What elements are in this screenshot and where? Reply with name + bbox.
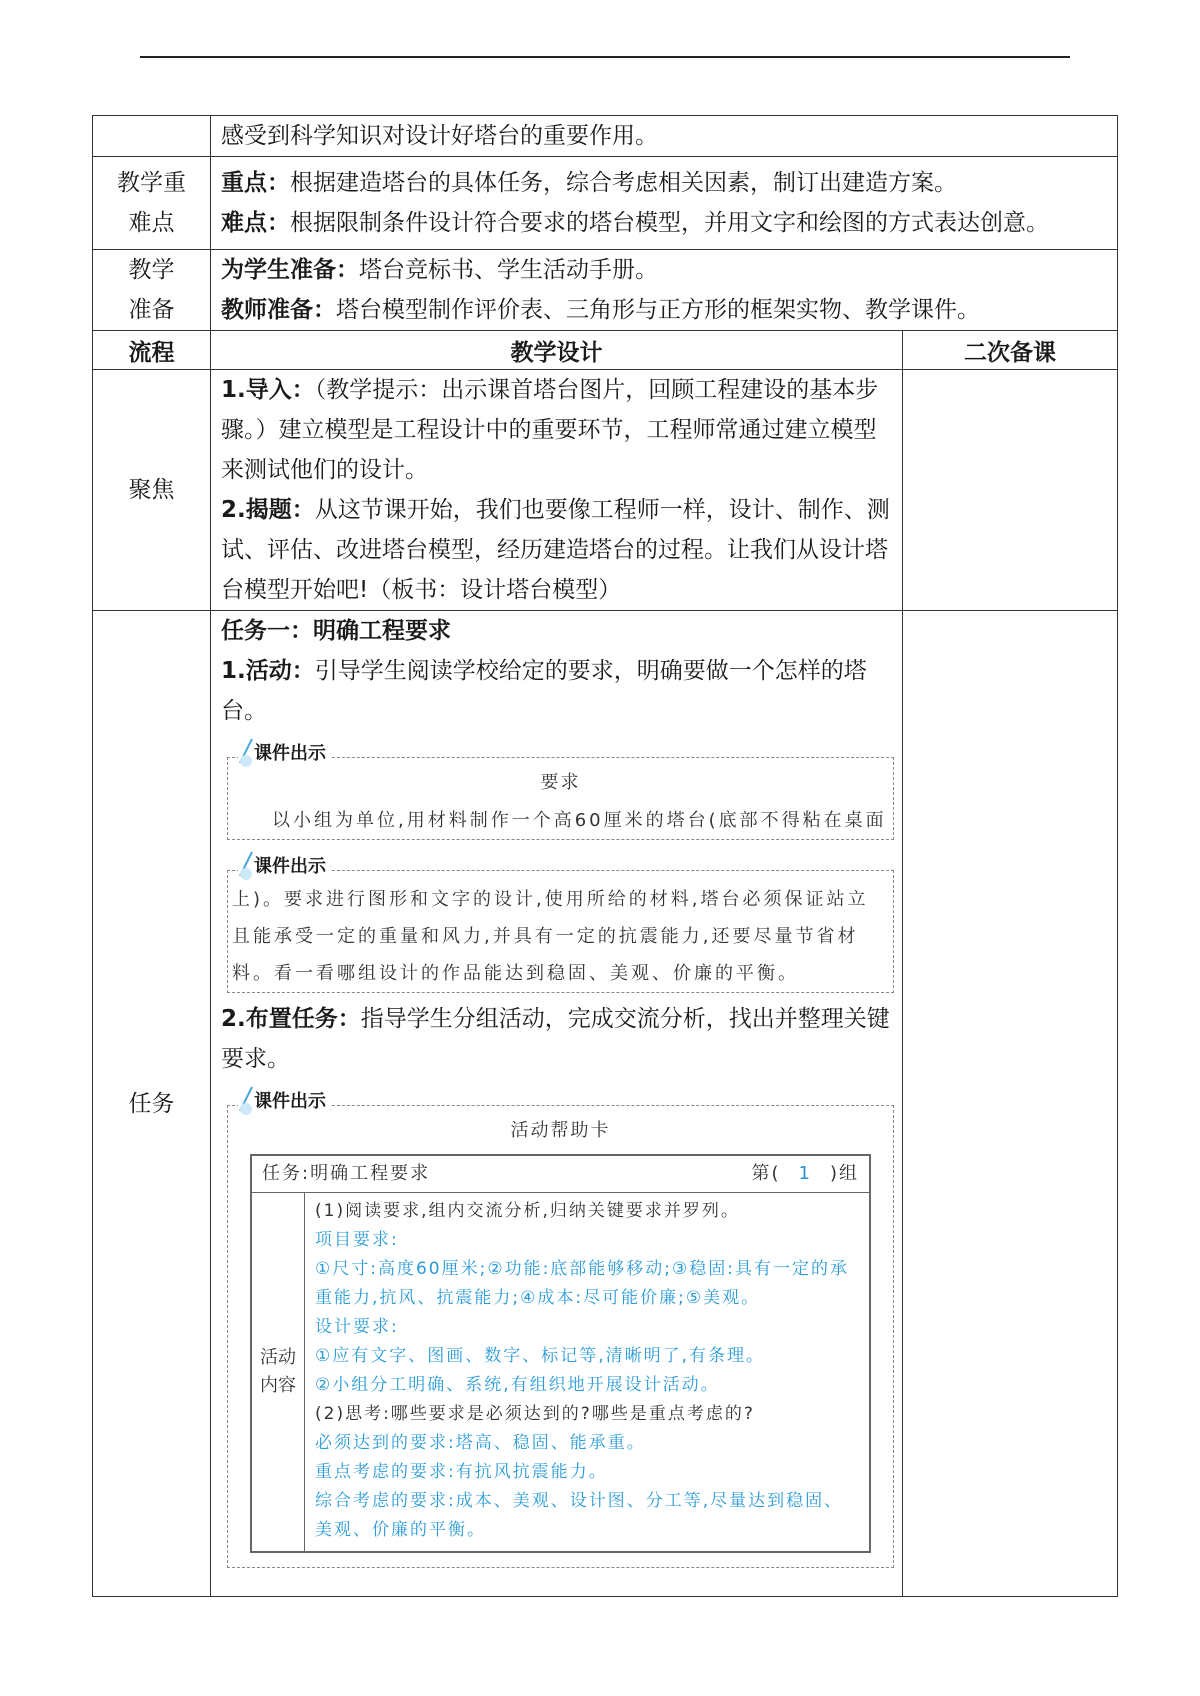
- header-flow: 流程: [93, 331, 211, 370]
- card-line: 项目要求:: [315, 1230, 399, 1250]
- focus-label: 聚焦: [93, 370, 211, 611]
- student-prep-key: 为学生准备：: [221, 257, 359, 283]
- prepare-label: [93, 250, 211, 331]
- difficulty-text: 根据限制条件设计符合要求的塔台模型，并用文字和绘图的方式表达创意。: [290, 210, 1049, 236]
- courseware-tag: [238, 1091, 330, 1113]
- task-p1-text: 引导学生阅读学校给定的要求，明确要做一个怎样的塔台。: [221, 658, 867, 724]
- task-p2-key: 2.布置任务：: [221, 1006, 361, 1032]
- card-line: (2)思考:哪些要求是必须达到的?哪些是重点考虑的?: [315, 1404, 755, 1424]
- student-prep-line: [221, 250, 1107, 290]
- task-revision-cell: [903, 611, 1118, 1597]
- card-line: 重点考虑的要求:有抗风抗震能力。: [315, 1462, 608, 1482]
- card-line: 综合考虑的要求:成本、美观、设计图、分工等,尽量达到稳固、美观、价廉的平衡。: [315, 1491, 844, 1540]
- focus-content: [211, 370, 903, 611]
- card-task-name: 任务:明确工程要求: [262, 1163, 431, 1184]
- row-header: [93, 331, 1118, 370]
- difficulty-line: [221, 203, 1107, 243]
- teacher-prep-line: [221, 290, 1107, 330]
- card-body: [252, 1193, 869, 1551]
- focus-p1-key: 1.导入：: [221, 377, 315, 403]
- courseware-box-1: [227, 743, 894, 840]
- keypoint-line: [221, 163, 1107, 203]
- focus-p1-text: （教学提示：出示课首塔台图片，回顾工程建设的基本步骤。）建立模型是工程设计中的重要环节，工程师常通过建立模型来测试他们的设计。: [221, 377, 879, 483]
- keypoints-content: [211, 157, 1118, 250]
- card-line: 必须达到的要求:塔高、稳固、能承重。: [315, 1433, 646, 1453]
- card-line: ①尺寸:高度60厘米;②功能:底部能够移动;③稳固:具有一定的承重能力,抗风、抗震能力;④成本:尽可能价廉;⑤美观。: [315, 1259, 849, 1308]
- row-prepare: [93, 250, 1118, 331]
- row-intro-text: [211, 116, 1118, 157]
- focus-revision-cell: [903, 370, 1118, 611]
- box3-title: 活动帮助卡: [510, 1120, 611, 1141]
- card-line: ②小组分工明确、系统,有组织地开展设计活动。: [315, 1375, 720, 1395]
- card-group-number: 1: [798, 1163, 812, 1184]
- row-focus: [93, 370, 1118, 611]
- courseware-tag: [238, 856, 330, 878]
- focus-p2-key: 2.揭题：: [221, 497, 315, 523]
- card-content: [305, 1193, 869, 1551]
- teacher-prep-text: 塔台模型制作评价表、三角形与正方形的框架实物、教学课件。: [336, 297, 980, 323]
- prepare-label-text: 教学准备: [128, 257, 175, 323]
- header-rule: [140, 56, 1070, 58]
- focus-p1: [221, 370, 892, 490]
- card-group-post: )组: [829, 1163, 859, 1184]
- courseware-tag-text: 课件出示: [254, 856, 326, 877]
- difficulty-key: 难点：: [221, 210, 290, 236]
- card-line: 设计要求:: [315, 1317, 399, 1337]
- card-side-label: [252, 1193, 305, 1551]
- task-p1: [221, 651, 892, 731]
- tag-mark-icon: [238, 737, 254, 767]
- keypoint-key: 重点：: [221, 170, 290, 196]
- courseware-box-2: [227, 856, 894, 993]
- courseware-box-3: [227, 1091, 894, 1568]
- header-revision: 二次备课: [903, 331, 1118, 370]
- tag-mark-icon: [238, 1085, 254, 1115]
- task-label: 任务: [93, 611, 211, 1597]
- card-group: [751, 1156, 859, 1192]
- box2-text: 上)。要求进行图形和文字的设计,使用所给的材料,塔台必须保证站立且能承受一定的重量和风力,并具有一定的抗震能力,还要尽量节省材料。看一看哪组设计的作品能达到稳固、美观、价廉的平衡。: [232, 889, 869, 984]
- task-p1-key: 1.活动：: [221, 658, 315, 684]
- task-p2: [221, 999, 892, 1079]
- focus-p2-text: 从这节课开始，我们也要像工程师一样，设计、制作、测试、评估、改进塔台模型，经历建造塔台的过程。让我们从设计塔台模型开始吧!（板书：设计塔台模型）: [221, 497, 890, 603]
- courseware-tag: [238, 743, 330, 765]
- box1-text: 以小组为单位,用材料制作一个高60厘米的塔台(底部不得粘在桌面: [272, 810, 887, 831]
- focus-p2: [221, 490, 892, 610]
- courseware-tag-text: 课件出示: [254, 1091, 326, 1112]
- tag-mark-icon: [238, 850, 254, 880]
- keypoints-label-text: 教学重难点: [117, 170, 186, 236]
- header-design: 教学设计: [211, 331, 903, 370]
- lesson-plan-table: [92, 115, 1118, 1597]
- card-group-pre: 第(: [751, 1163, 781, 1184]
- card-line: (1)阅读要求,组内交流分析,归纳关键要求并罗列。: [315, 1201, 740, 1221]
- teacher-prep-key: 教师准备：: [221, 297, 336, 323]
- activity-help-card: [250, 1154, 871, 1553]
- keypoints-label: [93, 157, 211, 250]
- row-intro-label: [93, 116, 211, 157]
- box1-title: 要求: [540, 772, 581, 793]
- student-prep-text: 塔台竞标书、学生活动手册。: [359, 257, 658, 283]
- courseware-tag-text: 课件出示: [254, 743, 326, 764]
- task-heading: 任务一：明确工程要求: [221, 618, 451, 644]
- keypoint-text: 根据建造塔台的具体任务，综合考虑相关因素，制订出建造方案。: [290, 170, 957, 196]
- card-side-label-text: 活动内容: [260, 1347, 296, 1396]
- row-intro: [93, 116, 1118, 157]
- row-task: [93, 611, 1118, 1597]
- task-p2-text: 指导学生分组活动，完成交流分析，找出并整理关键要求。: [221, 1006, 890, 1072]
- task-content: [211, 611, 903, 1597]
- card-line: ①应有文字、图画、数字、标记等,清晰明了,有条理。: [315, 1346, 766, 1366]
- card-header: [252, 1156, 869, 1193]
- prepare-content: [211, 250, 1118, 331]
- row-keypoints: [93, 157, 1118, 250]
- intro-text: 感受到科学知识对设计好塔台的重要作用。: [221, 123, 658, 149]
